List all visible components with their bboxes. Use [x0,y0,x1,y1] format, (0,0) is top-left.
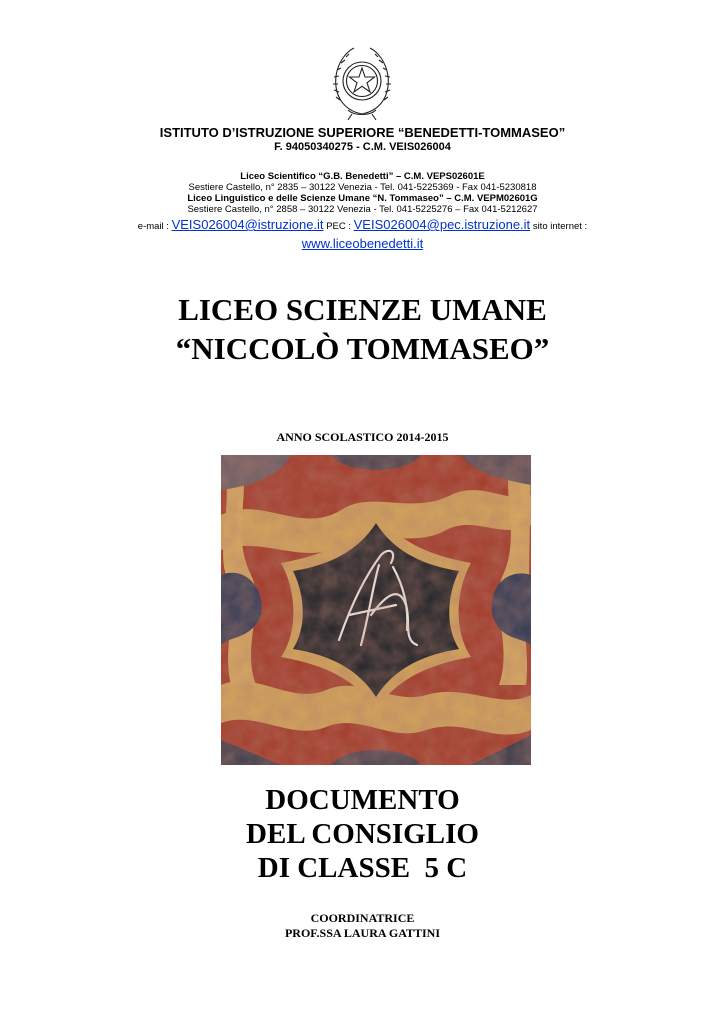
website-label: sito internet : [532,221,588,232]
school1-address: Sestiere Castello, n° 2835 – 30122 Venezia - Tel. 041-5225369 - Fax 041-5230818 [188,182,537,193]
coordinator-name: PROF.SSA LAURA GATTINI [284,926,441,940]
school2-address: Sestiere Castello, n° 2858 – 30122 Venezia - Tel. 041-5225276 – Fax 041-5212627 [187,204,538,215]
republic-emblem-icon [330,44,394,122]
document-title [0,783,725,885]
document-title-line-2: DEL CONSIGLIO [246,818,479,850]
document-title-line-1: DOCUMENTO [265,784,460,816]
title-line-1: LICEO SCIENZE UMANE [178,292,547,327]
pec-label: PEC : [326,221,351,232]
school-year: ANNO SCOLASTICO 2014-2015 [276,430,449,444]
coordinator-block [0,911,725,941]
email-link[interactable]: VEIS026004@istruzione.it [171,217,324,232]
contact-line [0,217,725,232]
school1-name: Liceo Scientifico “G.B. Benedetti” – C.M. VEPS02601E [240,171,485,182]
website-link[interactable]: www.liceobenedetti.it [301,236,424,251]
institute-codes: F. 94050340275 - C.M. VEIS026004 [274,141,451,153]
page-title [0,290,725,368]
coordinator-label: COORDINATRICE [310,911,415,925]
institute-name: ISTITUTO D’ISTRUZIONE SUPERIORE “BENEDETTI-TOMMASEO” [159,125,566,140]
document-title-line-3: DI CLASSE 5 C [257,852,468,884]
website-row [0,236,725,251]
school2-name: Liceo Linguistico e delle Scienze Umane “N. Tommaseo” – C.M. VEPM02601G [187,193,538,204]
email-label: e-mail : [137,221,169,232]
pec-link[interactable]: VEIS026004@pec.istruzione.it [353,217,531,232]
title-line-2: “NICCOLÒ TOMMASEO” [175,331,550,366]
marble-inlay-image [221,455,531,765]
